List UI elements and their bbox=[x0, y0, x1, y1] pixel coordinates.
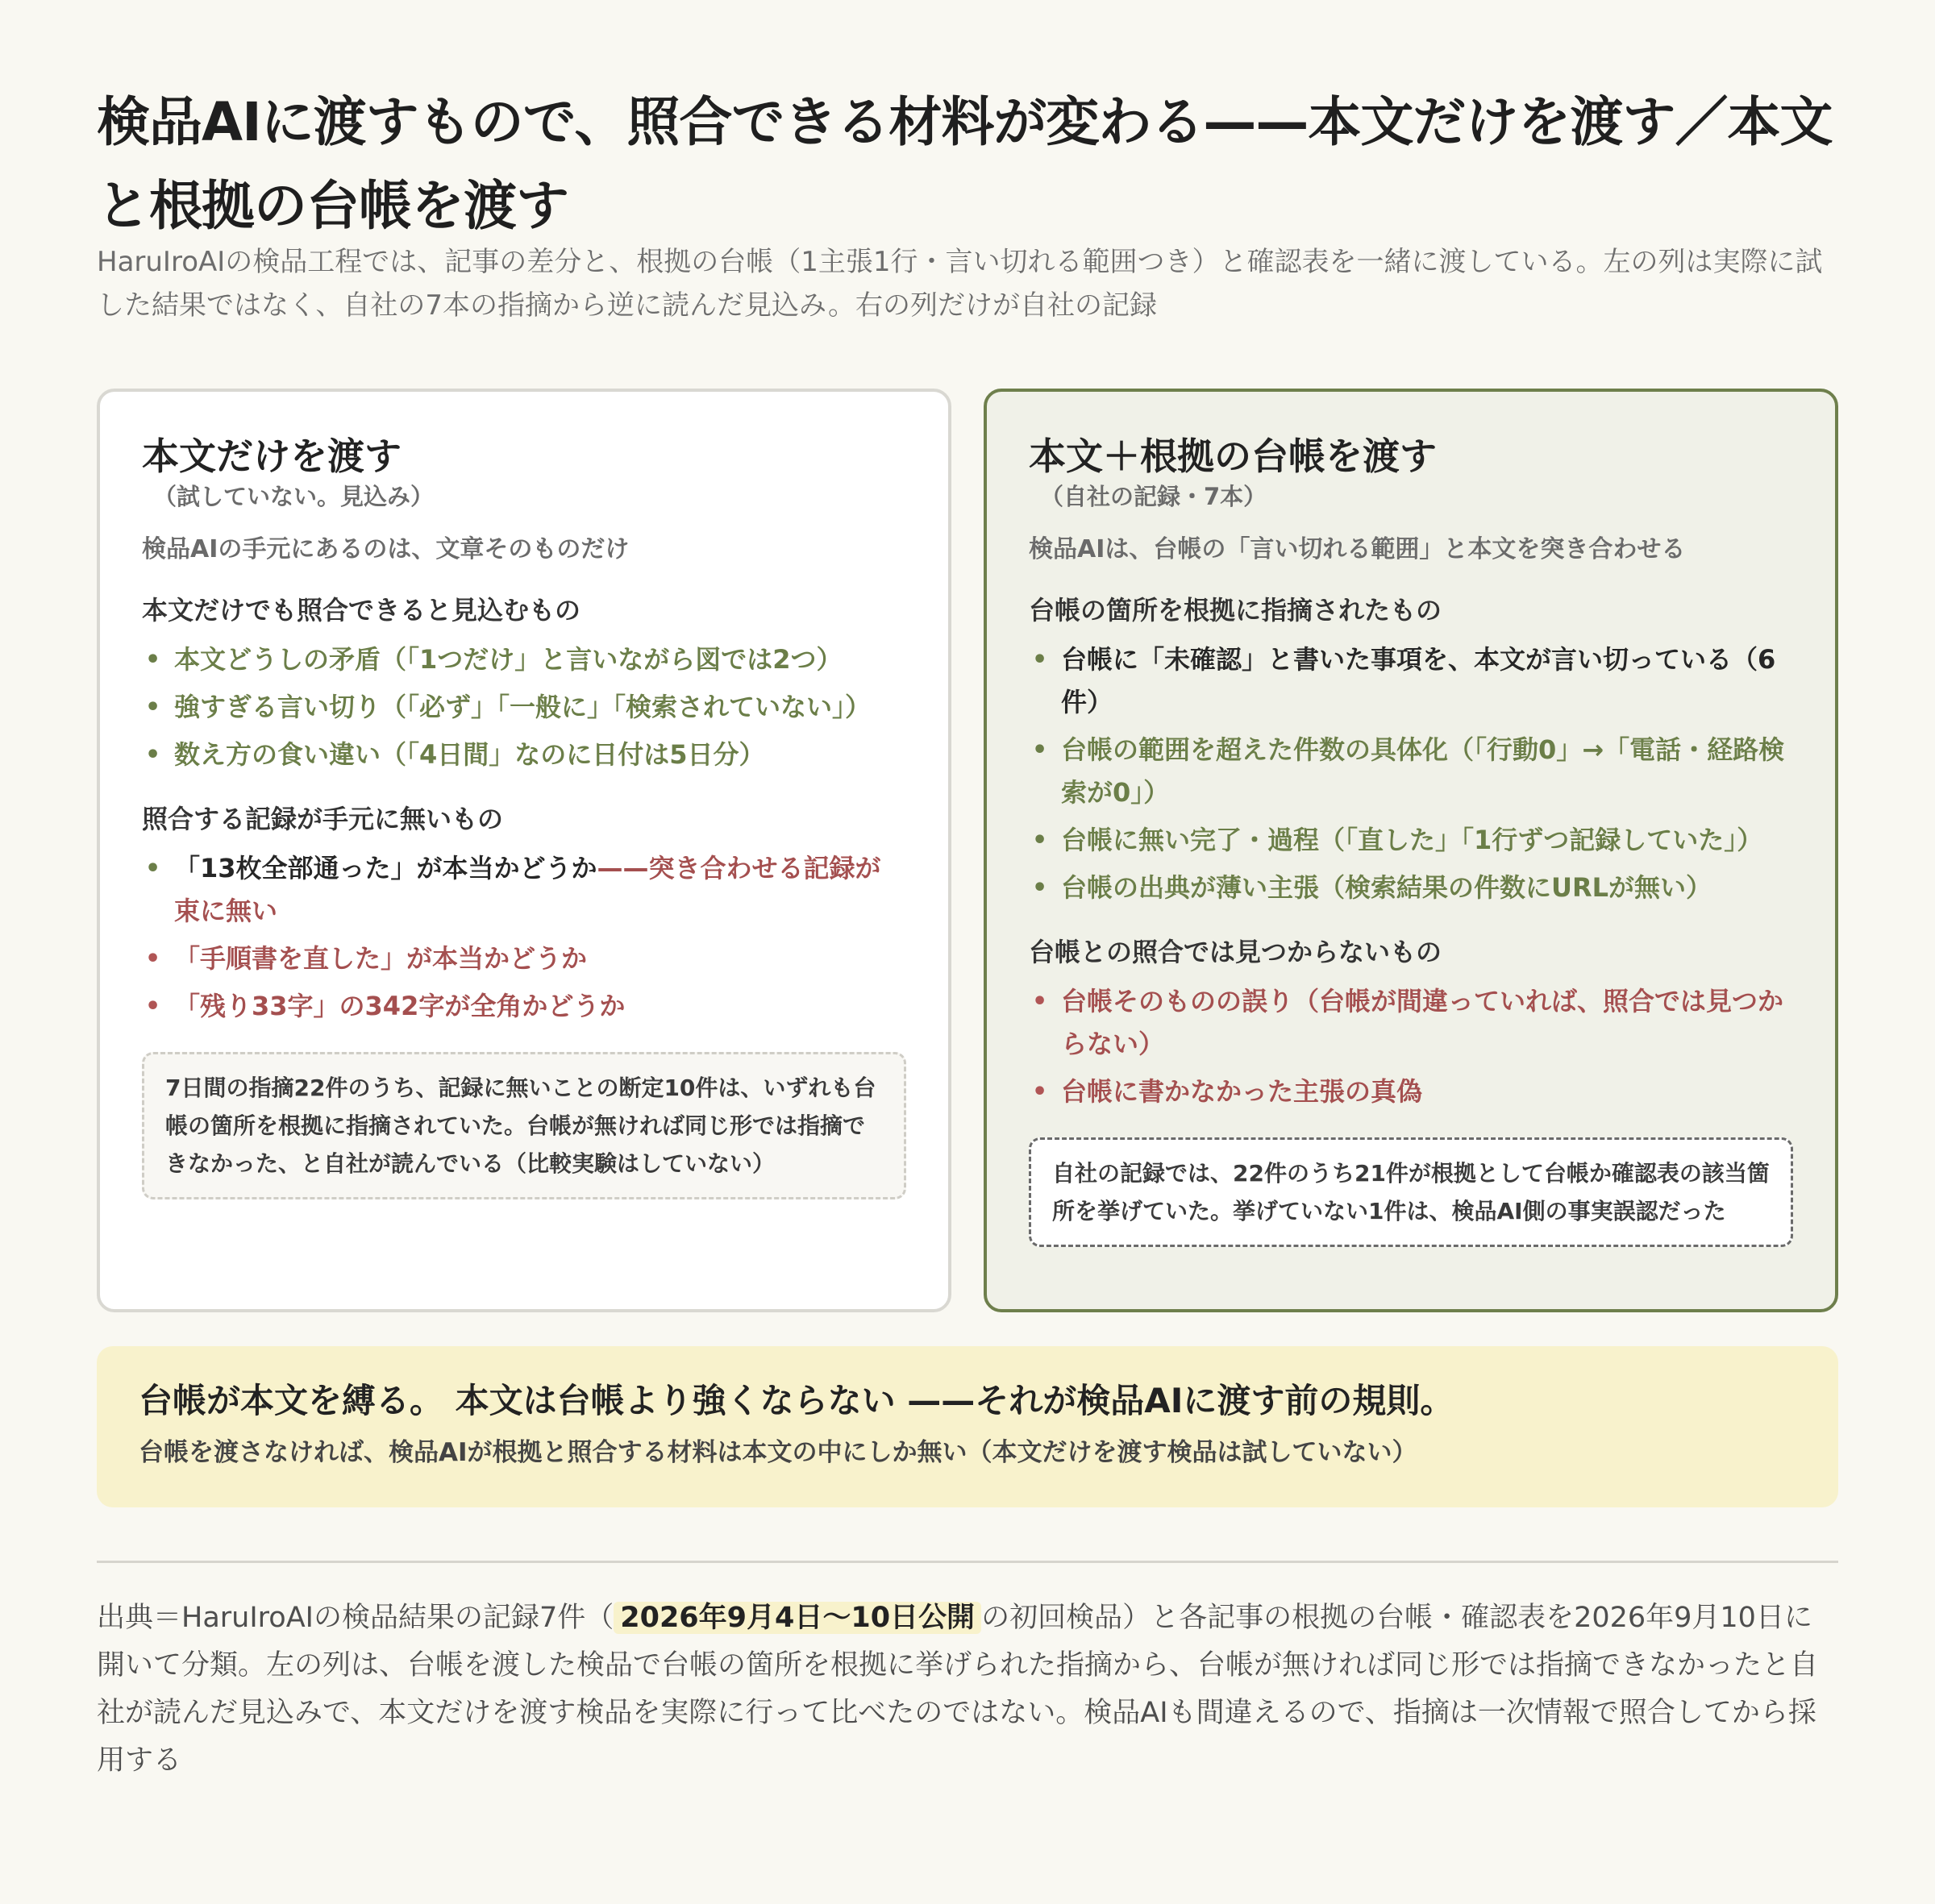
page-title: 検品AIに渡すもので、照合できる材料が変わる——本文だけを渡す／本文と根拠の台帳を渡す bbox=[97, 91, 1833, 237]
source-note bbox=[97, 1594, 1838, 1785]
list-item: • 「手順書を直した」が本当かどうか bbox=[142, 937, 906, 980]
list-no-record bbox=[142, 847, 906, 1028]
card-lead: 検品AIの手元にあるのは、文章そのものだけ bbox=[142, 535, 630, 563]
note-box: 自社の記録では、22件のうち21件が根拠として台帳か確認表の該当箇所を挙げていた。挙げていない1件は、検品AI側の事実誤認だった bbox=[1029, 1137, 1793, 1247]
source-after: の初回検品）と各記事の根拠の台帳・確認表を2026年9月10日に開いて分類。左の列は、台帳を渡した検品で台帳の箇所を根拠に挙げられた指摘から、台帳が無ければ同じ形では指摘できなかったと自社が読んだ見込みで、本文だけを渡す検品を実際に行って比べたのではない。検品AIも間違えるので、指摘は一次情報で照合してから採用する bbox=[97, 1602, 1819, 1777]
source-highlight: 2026年9月4日〜10日公開 bbox=[614, 1602, 981, 1634]
source-before: 出典＝HaruIroAIの検品結果の記録7件（ bbox=[97, 1602, 614, 1634]
card-text-plus-ledger bbox=[984, 389, 1838, 1312]
list-item bbox=[142, 847, 906, 933]
divider bbox=[97, 1561, 1838, 1563]
card-note: （自社の記録・7本） bbox=[1040, 483, 1267, 510]
banner-main: 台帳が本文を縛る。 本文は台帳より強くならない ——それが検品AIに渡す前の規則。 bbox=[139, 1381, 1454, 1420]
list-item: • 台帳に「未確認」と書いた事項を、本文が言い切っている（6件） bbox=[1029, 638, 1793, 724]
list-item: • 数え方の食い違い（「4日間」なのに日付は5日分） bbox=[142, 734, 906, 776]
item-emphasis-text: ——突き合わせる記録が束に無い bbox=[174, 853, 881, 926]
list-ledger-based bbox=[1029, 638, 1793, 909]
list-checkable bbox=[142, 638, 906, 776]
item-main-text: 「13枚全部通った」が本当かどうか bbox=[174, 853, 597, 883]
rule-banner bbox=[97, 1346, 1838, 1507]
list-item: • 「残り33字」の342字が全角かどうか bbox=[142, 985, 906, 1028]
list-item: • 本文どうしの矛盾（「1つだけ」と言いながら図では2つ） bbox=[142, 638, 906, 681]
card-heading: 本文＋根拠の台帳を渡す bbox=[1029, 434, 1437, 478]
section-title-no-record: 照合する記録が手元に無いもの bbox=[142, 804, 504, 834]
list-item: • 台帳に書かなかった主張の真偽 bbox=[1029, 1070, 1793, 1113]
section-title-not-found: 台帳との照合では見つからないもの bbox=[1029, 937, 1442, 967]
card-lead: 検品AIは、台帳の「言い切れる範囲」と本文を突き合わせる bbox=[1029, 535, 1686, 563]
list-not-found bbox=[1029, 980, 1793, 1113]
card-text-only bbox=[97, 389, 951, 1312]
list-item: • 台帳そのものの誤り（台帳が間違っていれば、照合では見つからない） bbox=[1029, 980, 1793, 1066]
list-item: • 強すぎる言い切り（「必ず」「一般に」「検索されていない」） bbox=[142, 686, 906, 729]
note-box: 7日間の指摘22件のうち、記録に無いことの断定10件は、いずれも台帳の箇所を根拠に指摘されていた。台帳が無ければ同じ形では指摘できなかった、と自社が読んでいる（比較実験はしていない） bbox=[142, 1052, 906, 1199]
banner-sub: 台帳を渡さなければ、検品AIが根拠と照合する材料は本文の中にしか無い（本文だけを渡す検品は試していない） bbox=[139, 1438, 1417, 1467]
list-item: • 台帳の出典が薄い主張（検索結果の件数にURLが無い） bbox=[1029, 867, 1793, 909]
card-heading: 本文だけを渡す bbox=[142, 434, 402, 478]
page-subtitle: HaruIroAIの検品工程では、記事の差分と、根拠の台帳（1主張1行・言い切れる範囲つき）と確認表を一緒に渡している。左の列は実際に試した結果ではなく、自社の7本の指摘から逆に読んだ見込み。右の列だけが自社の記録 bbox=[97, 246, 1823, 322]
list-item: • 台帳に無い完了・過程（「直した」「1行ずつ記録していた」） bbox=[1029, 819, 1793, 862]
section-title-ledger-based: 台帳の箇所を根拠に指摘されたもの bbox=[1029, 595, 1442, 626]
card-note: （試していない。見込み） bbox=[153, 483, 435, 510]
list-item: • 台帳の範囲を超えた件数の具体化（「行動0」→「電話・経路検索が0」） bbox=[1029, 729, 1793, 814]
section-title-checkable: 本文だけでも照合できると見込むもの bbox=[142, 595, 581, 626]
